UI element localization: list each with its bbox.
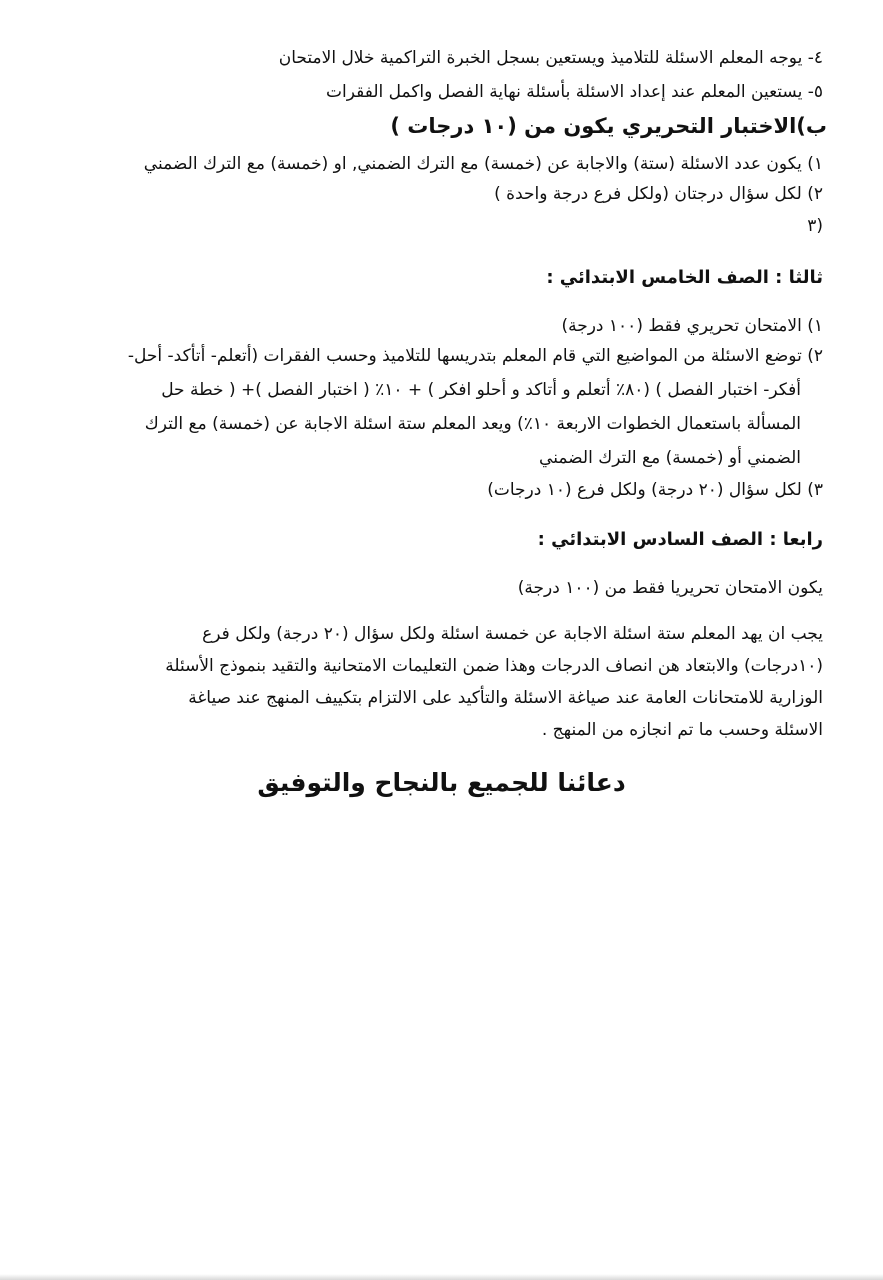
section-b-item-1: ١) يكون عدد الاسئلة (ستة) والاجابة عن (خمسة) مع الترك الضمني, او (خمسة) مع الترك الضمني bbox=[143, 154, 823, 174]
section-4-para-line-4: الاسئلة وحسب ما تم انجازه من المنهج . bbox=[541, 720, 823, 740]
section-3-item-2-line-3: المسألة باستعمال الخطوات الاربعة ١٠٪) ويعد المعلم ستة اسئلة الاجابة عن (خمسة) مع الترك bbox=[144, 414, 801, 434]
top-item-5: ٥- يستعين المعلم عند إعداد الاسئلة بأسئلة نهاية الفصل واكمل الفقرات bbox=[326, 82, 823, 102]
closing-message: دعائنا للجميع بالنجاح والتوفيق bbox=[257, 768, 626, 797]
section-3-item-1: ١) الامتحان تحريري فقط (١٠٠ درجة) bbox=[561, 316, 823, 336]
section-3-item-2-line-4: الضمني أو (خمسة) مع الترك الضمني bbox=[539, 448, 801, 468]
section-b-item-2: ٢) لكل سؤال درجتان (ولكل فرع درجة واحدة ) bbox=[494, 184, 823, 204]
section-3-item-3: ٣) لكل سؤال (٢٠ درجة) ولكل فرع (١٠ درجات) bbox=[487, 480, 823, 500]
page-bottom-edge bbox=[0, 1274, 883, 1280]
section-4-heading: رابعا : الصف السادس الابتدائي : bbox=[537, 529, 823, 550]
section-b-heading: ب)الاختبار التحريري يكون من (١٠ درجات ) bbox=[390, 114, 827, 138]
section-4-para-line-2: (١٠درجات) والابتعاد هن انصاف الدرجات وهذا ضمن التعليمات الامتحانية والتقيد بنموذج الأسئلة bbox=[165, 656, 823, 676]
section-3-item-2-line-1: ٢) توضع الاسئلة من المواضيع التي قام المعلم بتدريسها للتلاميذ وحسب الفقرات (أتعلم- أتأكد- أحل- bbox=[127, 346, 823, 366]
section-3-item-2-line-2: أفكر- اختبار الفصل ) (٨٠٪ أتعلم و أتاكد و أحلو افكر ) + ١٠٪ ( اختبار الفصل )+ ( خطة حل bbox=[161, 380, 801, 400]
section-4-para-line-1: يجب ان يهد المعلم ستة اسئلة الاجابة عن خمسة اسئلة ولكل سؤال (٢٠ درجة) ولكل فرع bbox=[202, 624, 823, 644]
section-b-item-3: ٣) bbox=[807, 216, 823, 236]
section-4-intro: يكون الامتحان تحريريا فقط من (١٠٠ درجة) bbox=[517, 578, 823, 598]
section-3-heading: ثالثا : الصف الخامس الابتدائي : bbox=[546, 267, 823, 288]
top-item-4: ٤- يوجه المعلم الاسئلة للتلاميذ ويستعين بسجل الخبرة التراكمية خلال الامتحان bbox=[278, 48, 823, 68]
section-4-para-line-3: الوزارية للامتحانات العامة عند صياغة الاسئلة والتأكيد على الالتزام بتكييف المنهج عند صياغة bbox=[188, 688, 823, 708]
